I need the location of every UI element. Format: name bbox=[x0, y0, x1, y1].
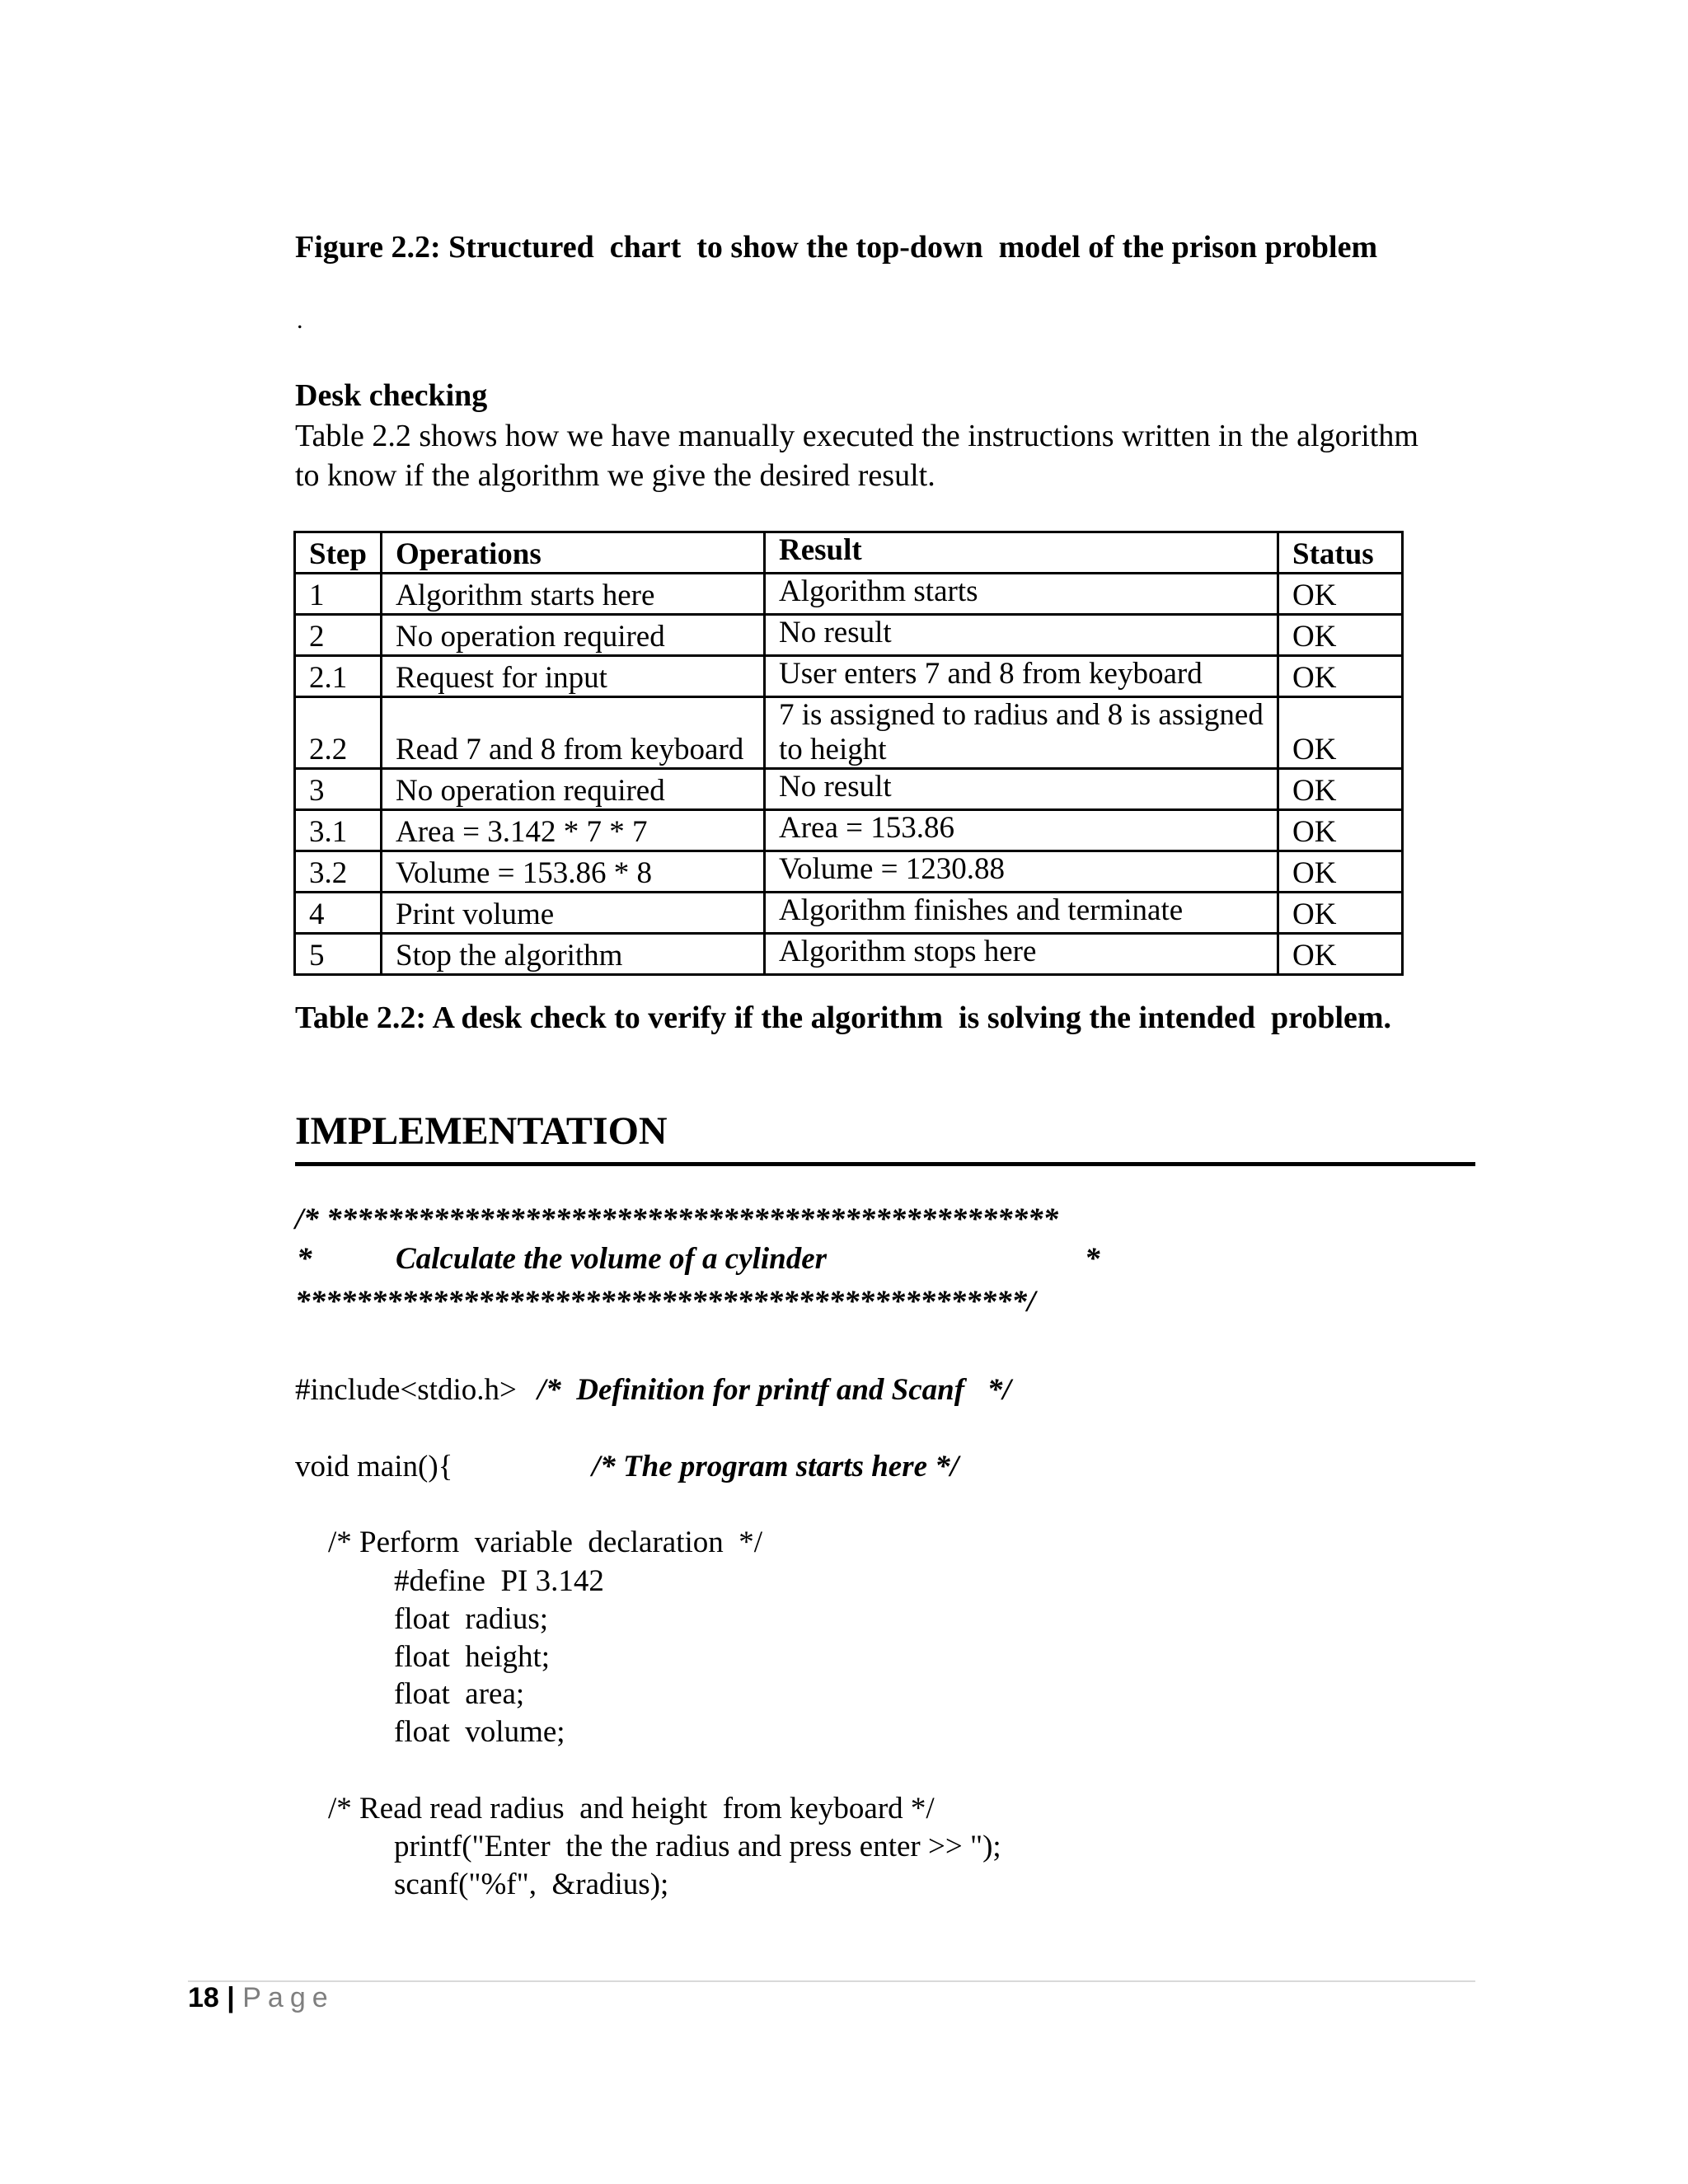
cell-operation: Read 7 and 8 from keyboard bbox=[382, 697, 765, 769]
cell-result: Area = 153.86 bbox=[765, 810, 1278, 851]
cell-step: 2 bbox=[295, 615, 382, 656]
cell-step: 3.2 bbox=[295, 851, 382, 893]
cell-step: 5 bbox=[295, 934, 382, 975]
code-float-area: float area; bbox=[394, 1677, 525, 1711]
intro-paragraph bbox=[295, 416, 1482, 495]
table-row bbox=[295, 656, 1403, 697]
table-row bbox=[295, 893, 1403, 934]
cell-status: OK bbox=[1278, 893, 1403, 934]
header-result: Result bbox=[765, 532, 1278, 574]
cell-status: OK bbox=[1278, 615, 1403, 656]
cell-operation: Area = 3.142 * 7 * 7 bbox=[382, 810, 765, 851]
cell-status: OK bbox=[1278, 656, 1403, 697]
cell-step: 1 bbox=[295, 574, 382, 615]
cell-result: Algorithm stops here bbox=[765, 934, 1278, 975]
code-banner-star-right: * bbox=[1085, 1242, 1100, 1276]
table-row bbox=[295, 810, 1403, 851]
heading-underline bbox=[295, 1162, 1475, 1166]
header-status: Status bbox=[1278, 532, 1403, 574]
cell-step: 3.1 bbox=[295, 810, 382, 851]
code-scanf: scanf("%f", &radius); bbox=[394, 1868, 669, 1901]
page-number: 18 bbox=[188, 1982, 219, 2013]
desk-check-table bbox=[293, 531, 1404, 976]
cell-operation: Request for input bbox=[382, 656, 765, 697]
cell-step: 4 bbox=[295, 893, 382, 934]
cell-status: OK bbox=[1278, 810, 1403, 851]
cell-operation: Algorithm starts here bbox=[382, 574, 765, 615]
code-banner-top: /* ************************************************ bbox=[295, 1202, 1059, 1236]
code-float-height: float height; bbox=[394, 1640, 551, 1674]
code-main: void main(){ bbox=[295, 1450, 453, 1483]
page-label: Page bbox=[242, 1982, 335, 2013]
table-row bbox=[295, 851, 1403, 893]
paragraph-line: Table 2.2 shows how we have manually executed the instructions written in the algorithm bbox=[295, 419, 1418, 453]
cell-operation: No operation required bbox=[382, 769, 765, 810]
stray-dot: . bbox=[297, 307, 303, 334]
code-banner-star-left: * bbox=[297, 1242, 312, 1276]
footer-separator: | bbox=[227, 1982, 235, 2013]
table-row bbox=[295, 769, 1403, 810]
paragraph-line: to know if the algorithm we give the desired result. bbox=[295, 458, 935, 493]
code-printf: printf("Enter the the radius and press enter >> "); bbox=[394, 1830, 1001, 1863]
code-decl-comment: /* Perform variable declaration */ bbox=[328, 1526, 763, 1559]
code-banner-title: Calculate the volume of a cylinder bbox=[396, 1242, 828, 1276]
cell-operation: Print volume bbox=[382, 893, 765, 934]
cell-result: No result bbox=[765, 769, 1278, 810]
table-row bbox=[295, 934, 1403, 975]
section-heading-desk-checking: Desk checking bbox=[295, 378, 488, 413]
page-footer bbox=[188, 1982, 335, 2014]
cell-result: Volume = 1230.88 bbox=[765, 851, 1278, 893]
header-operations: Operations bbox=[382, 532, 765, 574]
code-float-radius: float radius; bbox=[394, 1602, 549, 1636]
cell-result: Algorithm starts bbox=[765, 574, 1278, 615]
table-header-row bbox=[295, 532, 1403, 574]
cell-status: OK bbox=[1278, 574, 1403, 615]
cell-status: OK bbox=[1278, 697, 1403, 769]
code-banner-bottom: ************************************************/ bbox=[295, 1285, 1036, 1319]
code-read-comment: /* Read read radius and height from keyboard */ bbox=[328, 1792, 935, 1825]
figure-caption: Figure 2.2: Structured chart to show the top-down model of the prison problem bbox=[295, 230, 1378, 265]
table-row bbox=[295, 615, 1403, 656]
header-step: Step bbox=[295, 532, 382, 574]
cell-step: 3 bbox=[295, 769, 382, 810]
code-include-comment: /* Definition for printf and Scanf */ bbox=[537, 1373, 1011, 1407]
table-caption: Table 2.2: A desk check to verify if the algorithm is solving the intended problem. bbox=[295, 1001, 1392, 1035]
cell-result: 7 is assigned to radius and 8 is assigned to height bbox=[765, 697, 1278, 769]
implementation-heading: IMPLEMENTATION bbox=[295, 1109, 668, 1153]
table-row bbox=[295, 697, 1403, 769]
footer-rule bbox=[188, 1980, 1475, 1982]
cell-status: OK bbox=[1278, 769, 1403, 810]
cell-operation: Stop the algorithm bbox=[382, 934, 765, 975]
code-define: #define PI 3.142 bbox=[394, 1564, 604, 1598]
code-float-volume: float volume; bbox=[394, 1715, 565, 1749]
cell-step: 2.1 bbox=[295, 656, 382, 697]
cell-status: OK bbox=[1278, 934, 1403, 975]
code-main-comment: /* The program starts here */ bbox=[592, 1450, 959, 1483]
code-include: #include<stdio.h> bbox=[295, 1373, 517, 1407]
cell-operation: No operation required bbox=[382, 615, 765, 656]
table-row bbox=[295, 574, 1403, 615]
cell-status: OK bbox=[1278, 851, 1403, 893]
cell-result: User enters 7 and 8 from keyboard bbox=[765, 656, 1278, 697]
cell-step: 2.2 bbox=[295, 697, 382, 769]
cell-result: No result bbox=[765, 615, 1278, 656]
cell-operation: Volume = 153.86 * 8 bbox=[382, 851, 765, 893]
cell-result: Algorithm finishes and terminate bbox=[765, 893, 1278, 934]
